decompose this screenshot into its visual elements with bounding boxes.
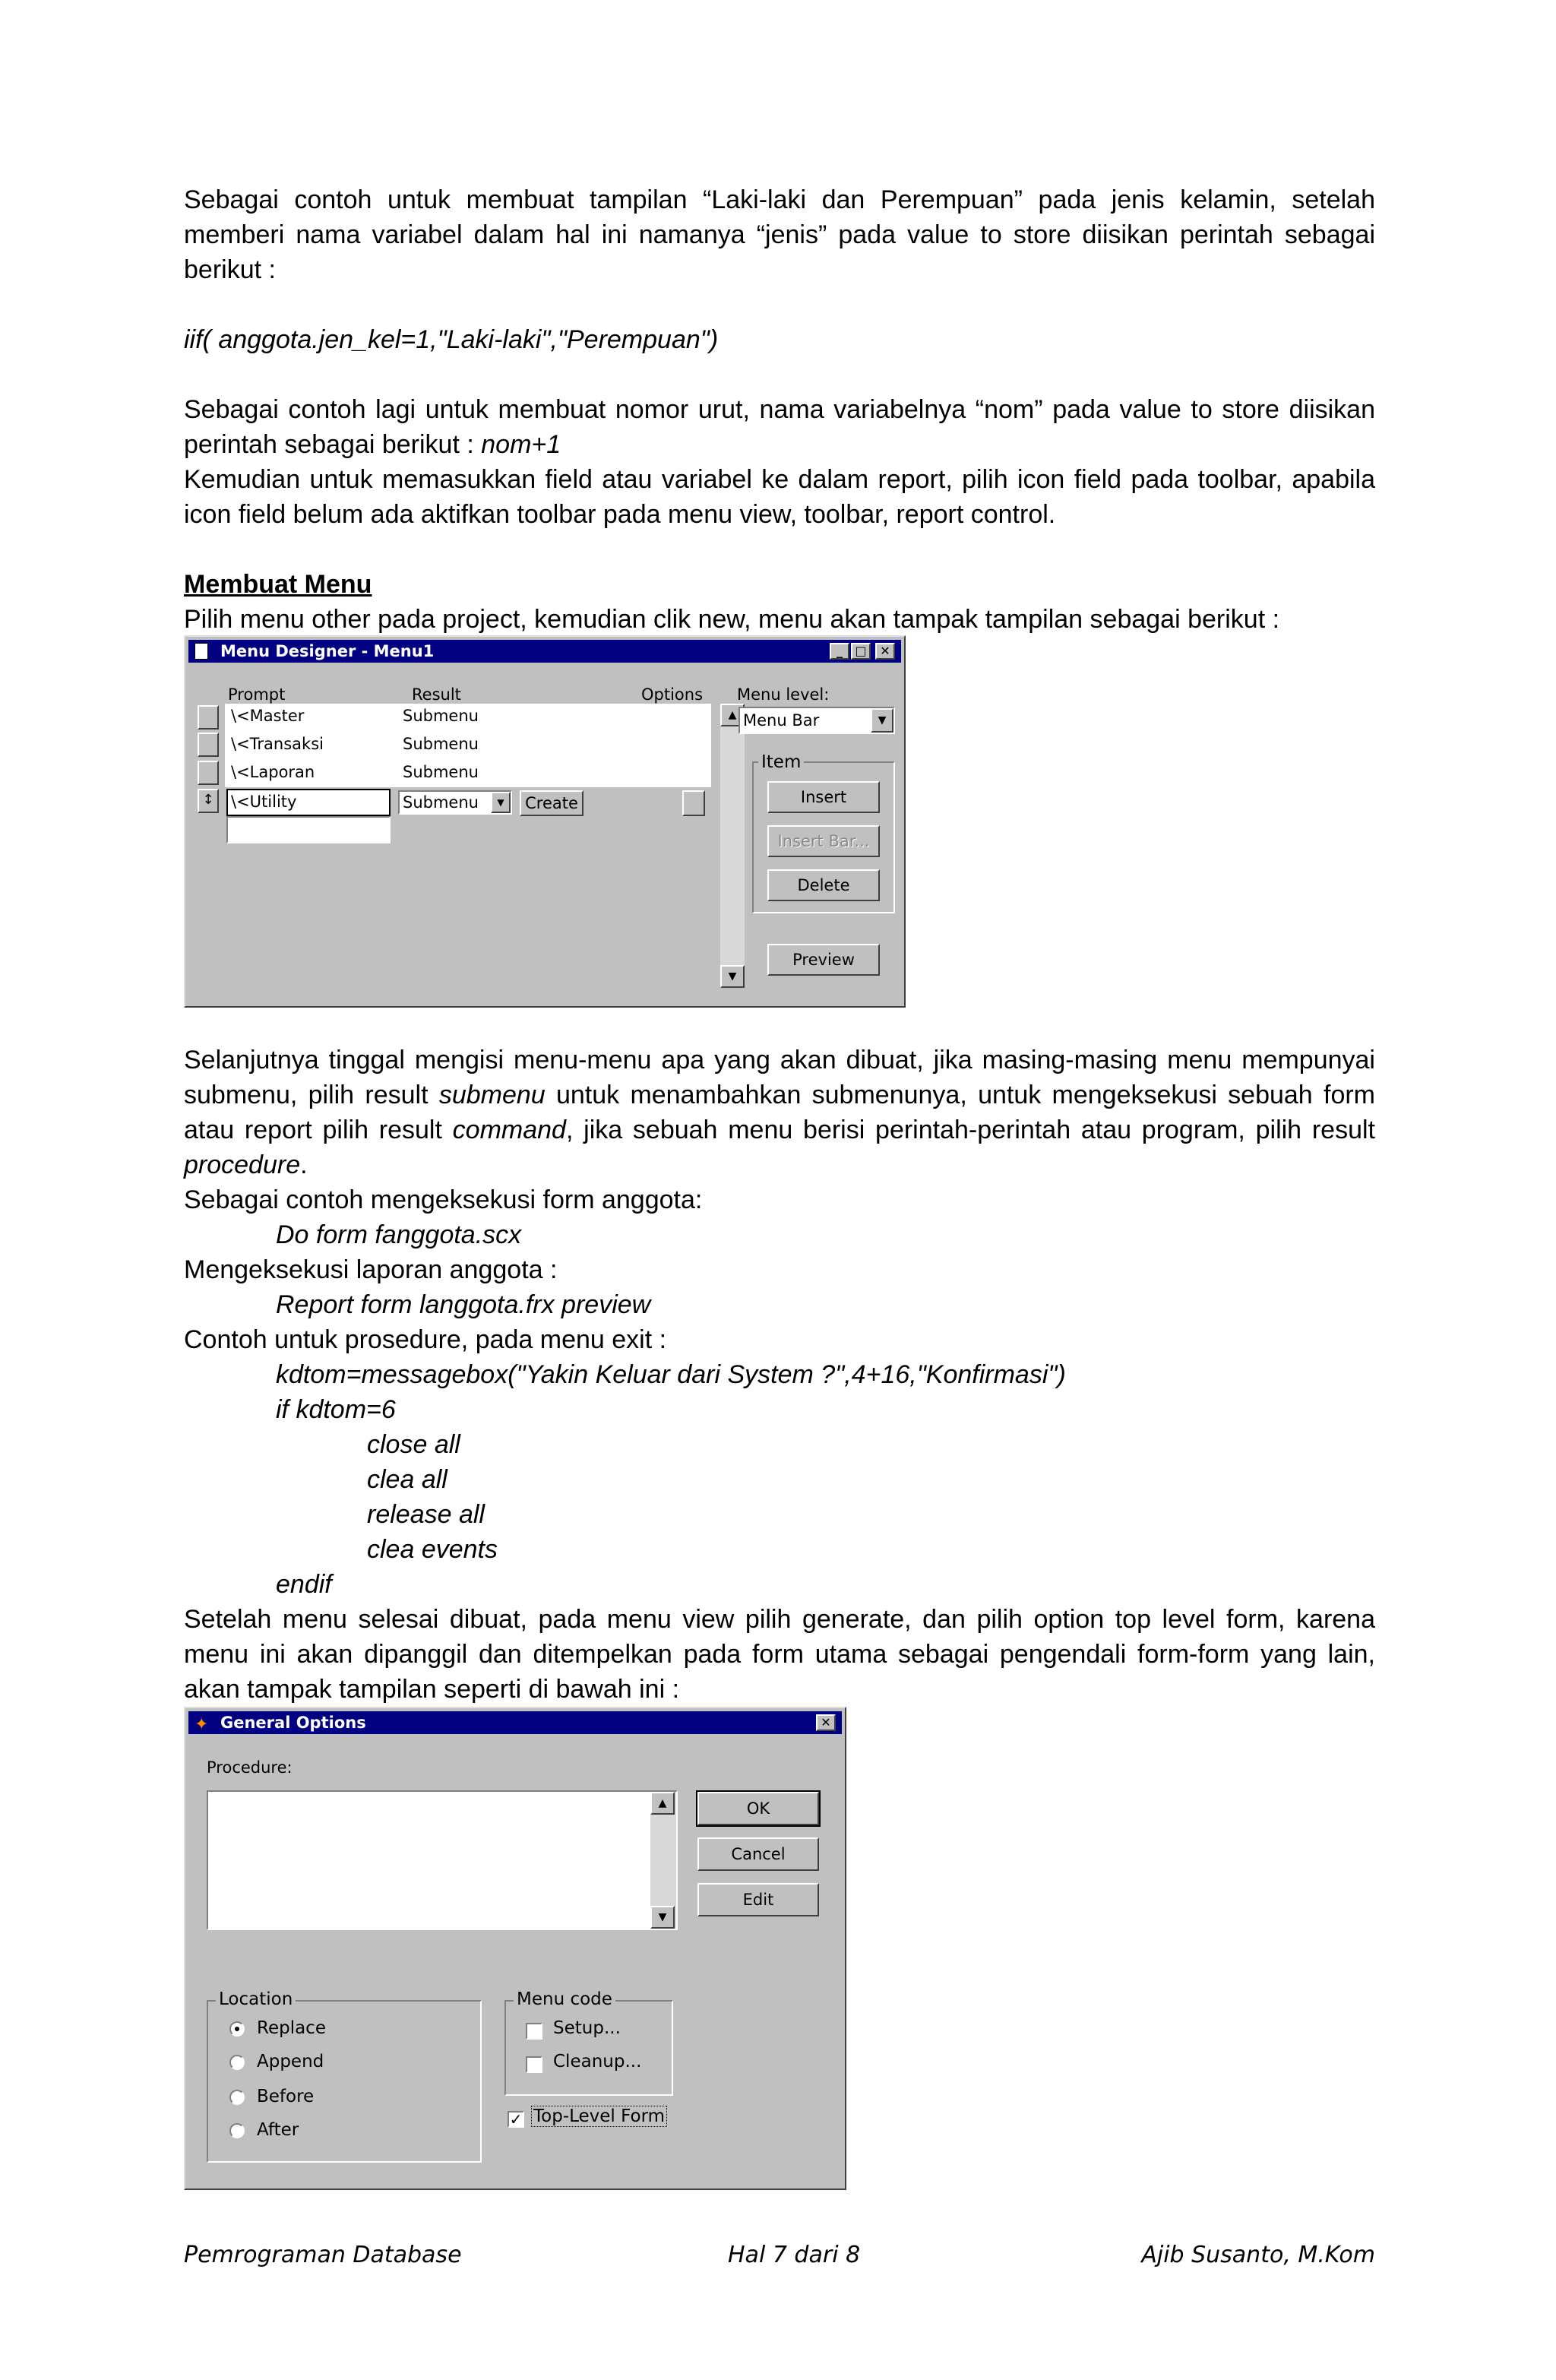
col-result-header: Result: [412, 685, 461, 704]
preview-button[interactable]: Preview: [767, 944, 880, 976]
code-do-form: Do form fanggota.scx: [276, 1220, 522, 1249]
radio-replace[interactable]: [229, 2021, 245, 2037]
col-prompt-header: Prompt: [228, 685, 286, 704]
row-1-result[interactable]: Submenu: [403, 707, 479, 725]
code-close-all: close all: [367, 1430, 460, 1459]
procedure-scrollbar[interactable]: [650, 1792, 676, 1929]
item-group-label: Item: [758, 752, 804, 772]
edit-result-select[interactable]: [398, 790, 512, 815]
code-report-form: Report form langgota.frx preview: [276, 1290, 651, 1319]
scroll-up-icon[interactable]: ▲: [720, 704, 745, 726]
footer-left: Pemrograman Database: [184, 2242, 462, 2268]
footer-author: Ajib Susanto, M.Kom: [1141, 2242, 1375, 2268]
code-clea-events: clea events: [367, 1535, 498, 1564]
scroll-down-icon[interactable]: ▼: [720, 965, 745, 988]
after-label[interactable]: After: [257, 2120, 299, 2140]
append-label[interactable]: Append: [257, 2052, 324, 2071]
cleanup-checkbox[interactable]: [526, 2056, 542, 2073]
row-3-result[interactable]: Submenu: [403, 763, 479, 781]
footer-page-number: Hal 7 dari 8: [728, 2242, 861, 2268]
intro-paragraph-1: Sebagai contoh untuk membuat tampilan “Laki-laki dan Perempuan” pada jenis kelamin, setelah memberi nama variabel dalam hal ini namanya “jenis” pada value to store diisikan perintah sebagai berikut :: [184, 185, 1375, 284]
result-text-3: , jika sebuah menu berisi perintah-perintah atau program, pilih result: [565, 1116, 1375, 1144]
close-icon[interactable]: ✕: [816, 1714, 836, 1731]
edit-button[interactable]: Edit: [697, 1883, 819, 1916]
insert-button[interactable]: Insert: [767, 781, 880, 813]
edit-prompt-value: \<Utility: [231, 793, 297, 811]
result-text-1: Selanjutnya tinggal mengisi menu-menu apa yang akan dibuat, jika masing-masing menu mempunyai submenu, pilih result: [184, 1046, 1375, 1109]
code-if: if kdtom=6: [276, 1395, 396, 1424]
setup-checkbox[interactable]: [526, 2023, 542, 2040]
menu-grid: [194, 704, 737, 994]
setup-label[interactable]: Setup...: [553, 2018, 621, 2038]
result-text-4: .: [300, 1150, 308, 1179]
row-mover-1[interactable]: [198, 705, 219, 730]
code-release-all: release all: [367, 1500, 485, 1529]
chevron-down-icon[interactable]: ▼: [871, 708, 893, 733]
location-group: [207, 1989, 482, 2163]
menu-code-group: [504, 1989, 673, 2096]
ok-button[interactable]: OK: [697, 1792, 819, 1825]
code-endif: endif: [276, 1570, 332, 1599]
code-messagebox: kdtom=messagebox("Yakin Keluar dari System ?",4+16,"Konfirmasi"): [276, 1360, 1066, 1389]
intro-block: [184, 182, 1375, 637]
example-report-line: Mengeksekusi laporan anggota :: [184, 1255, 558, 1284]
procedure-textarea[interactable]: [207, 1790, 678, 1930]
menu-level-label: Menu level:: [737, 685, 830, 704]
result-paragraph: [184, 1043, 1375, 1182]
top-level-form-label[interactable]: Top-Level Form: [533, 2106, 666, 2126]
row-3-prompt[interactable]: \<Laporan: [231, 763, 315, 781]
menu-code-label: Menu code: [514, 1989, 615, 2009]
scroll-up-icon[interactable]: ▲: [650, 1792, 675, 1815]
row-mover-3[interactable]: [198, 761, 219, 785]
menu-designer-app-icon: [194, 643, 208, 660]
maximize-icon[interactable]: □: [851, 643, 871, 660]
col-options-header: Options: [641, 685, 704, 704]
menu-level-select[interactable]: [738, 707, 895, 734]
options-button[interactable]: [682, 790, 705, 816]
delete-button[interactable]: Delete: [767, 869, 880, 901]
menu-designer-window: [184, 635, 906, 1008]
result-command: command: [452, 1116, 566, 1144]
intro-paragraph-2-text: Sebagai contoh lagi untuk membuat nomor urut, nama variabelnya “nom” pada value to store diisikan perintah sebagai berikut :: [184, 395, 1375, 459]
result-procedure: procedure: [184, 1150, 301, 1179]
result-text-2: untuk menambahkan submenunya, untuk mengeksekusi sebuah form atau report pilih result: [184, 1081, 1375, 1144]
minimize-icon[interactable]: _: [830, 643, 849, 660]
row-2-result[interactable]: Submenu: [403, 735, 479, 753]
edit-result-value: Submenu: [403, 793, 479, 812]
general-options-window: [184, 1707, 846, 2190]
chevron-down-icon[interactable]: ▼: [491, 792, 511, 813]
create-button[interactable]: Create: [520, 790, 584, 816]
result-submenu: submenu: [438, 1081, 546, 1109]
scroll-down-icon[interactable]: ▼: [650, 1906, 675, 1929]
cleanup-label[interactable]: Cleanup...: [553, 2052, 642, 2071]
nom-code: nom+1: [481, 430, 561, 459]
generate-paragraph: Setelah menu selesai dibuat, pada menu view pilih generate, dan pilih option top level form, karena menu ini akan dipanggil dan ditempelkan pada form utama sebagai pengendali form-form yang lain, akan tampak tampilan seperti di bawah ini :: [184, 1605, 1375, 1704]
cancel-button[interactable]: Cancel: [697, 1837, 819, 1871]
menu-designer-titlebar: [188, 640, 901, 663]
intro-paragraph-2: [184, 392, 1375, 462]
replace-label[interactable]: Replace: [257, 2018, 326, 2038]
row-mover-4[interactable]: ↕: [198, 789, 219, 813]
top-level-form-checkbox[interactable]: ✓: [508, 2111, 524, 2128]
radio-after[interactable]: [229, 2123, 245, 2138]
menu-level-value: Menu Bar: [743, 711, 820, 730]
example-procedure-line: Contoh untuk prosedure, pada menu exit :: [184, 1325, 667, 1354]
section-heading: Membuat Menu: [184, 570, 372, 599]
row-1-prompt[interactable]: \<Master: [231, 707, 305, 725]
section-paragraph: Pilih menu other pada project, kemudian clik new, menu akan tampak tampilan sebagai berikut :: [184, 605, 1280, 634]
radio-append[interactable]: [229, 2055, 245, 2070]
location-label: Location: [216, 1989, 296, 2009]
general-options-titlebar: [188, 1711, 842, 1734]
iif-code: iif( anggota.jen_kel=1,"Laki-laki","Perempuan"): [184, 325, 719, 354]
insert-bar-button[interactable]: Insert Bar...: [767, 825, 880, 857]
procedure-label: Procedure:: [207, 1758, 293, 1777]
edit-prompt-input[interactable]: [226, 789, 391, 816]
radio-before[interactable]: [229, 2090, 245, 2105]
body-block: [184, 1043, 1375, 1707]
new-prompt-input[interactable]: [226, 816, 391, 843]
general-options-title: General Options: [220, 1714, 366, 1732]
before-label[interactable]: Before: [257, 2087, 315, 2106]
close-icon[interactable]: ✕: [875, 643, 895, 660]
menu-designer-title: Menu Designer - Menu1: [220, 642, 435, 660]
grid-scrollbar[interactable]: [720, 704, 745, 988]
example-form-line: Sebagai contoh mengeksekusi form anggota:: [184, 1185, 703, 1214]
code-clea-all: clea all: [367, 1465, 448, 1494]
row-mover-2[interactable]: [198, 733, 219, 757]
intro-paragraph-3: Kemudian untuk memasukkan field atau variabel ke dalam report, pilih icon field pada toolbar, apabila icon field belum ada aktifkan toolbar pada menu view, toolbar, report control.: [184, 465, 1375, 529]
foxpro-fox-icon: ✦: [194, 1715, 209, 1734]
row-2-prompt[interactable]: \<Transaksi: [231, 735, 324, 753]
